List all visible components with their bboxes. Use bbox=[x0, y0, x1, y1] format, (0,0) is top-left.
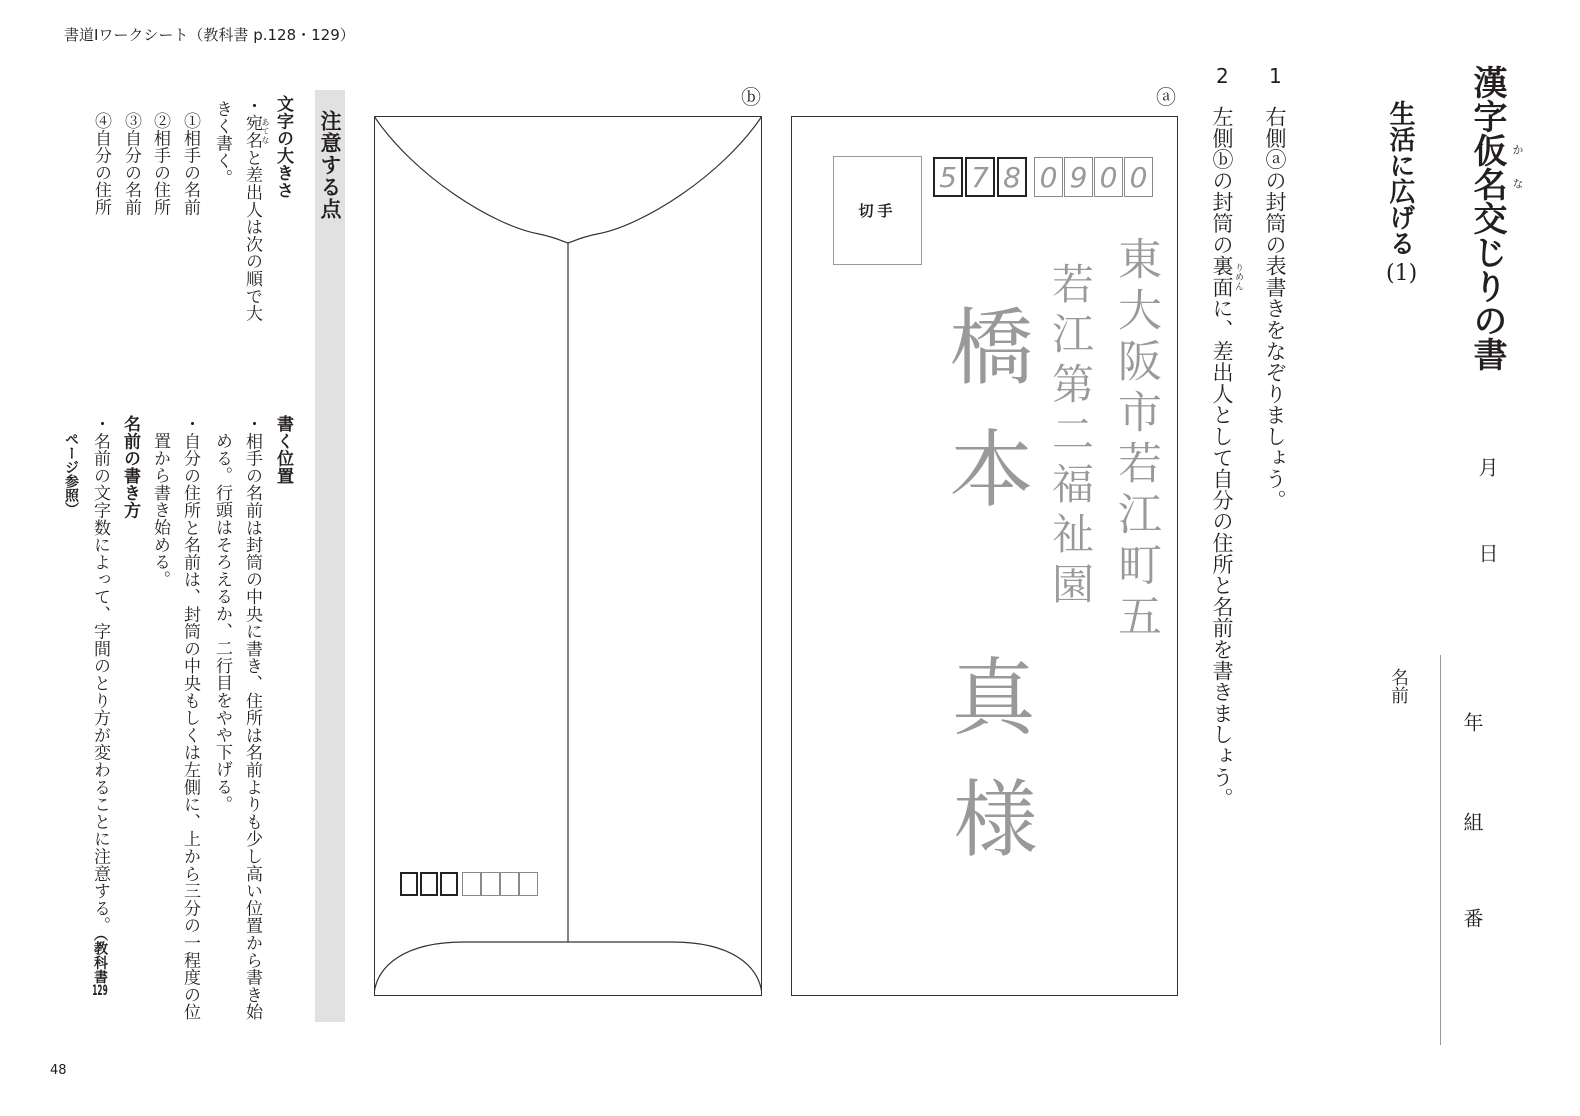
title-ruby-kana: かな bbox=[1511, 144, 1524, 212]
date-day-label: 日 bbox=[1475, 543, 1499, 563]
notes-ruby-group bbox=[242, 114, 270, 149]
envelope-b-label: ⓑ bbox=[741, 85, 761, 109]
postal-digit-box bbox=[400, 872, 418, 896]
title-ruby-group bbox=[1467, 133, 1524, 212]
notes-ruby-base: 宛名 bbox=[242, 114, 262, 149]
student-class-label: 組 bbox=[1460, 812, 1484, 832]
date-month-label: 月 bbox=[1475, 457, 1499, 477]
instruction-2-post: に、差出人として自分の住所と名前を書きましょう。 bbox=[1210, 297, 1234, 809]
worksheet-subtitle: 生活に広げる bbox=[1385, 100, 1415, 256]
order-item: ④自分の住所 bbox=[91, 112, 111, 216]
notes-ruby-kana: あてな bbox=[261, 118, 270, 146]
notes-name-line-1 bbox=[91, 415, 108, 998]
bullet: ・ bbox=[242, 97, 262, 115]
textbook-reference-open: （教科書 bbox=[92, 934, 108, 985]
placement-item-1-line-2: める。行頭はそろえるか、二行目をやや下げる。 bbox=[212, 432, 232, 813]
postal-digit-box: 5 bbox=[933, 157, 963, 197]
order-item: ①相手の名前 bbox=[180, 112, 200, 216]
page-number: 48 bbox=[50, 1063, 67, 1078]
envelope-a-postal-code bbox=[933, 157, 1153, 197]
instruction-2-text bbox=[1210, 106, 1243, 809]
student-number-label: 番 bbox=[1460, 908, 1484, 928]
stamp-box bbox=[833, 156, 922, 265]
notes-order-line-1-rest: と差出人は次の順で大 bbox=[242, 148, 262, 322]
envelope-b-drawing bbox=[374, 116, 762, 996]
envelope-bottom-flap bbox=[374, 942, 762, 994]
postal-digit-box bbox=[481, 872, 500, 896]
instruction-2-ruby-kana: りめん bbox=[1233, 263, 1243, 292]
instruction-1-number: 1 bbox=[1269, 64, 1282, 88]
instruction-1-text: 右側ⓐの封筒の表書きをなぞりましょう。 bbox=[1263, 106, 1287, 511]
recipient-address-line-2: 若江第二福祉園 bbox=[1046, 262, 1095, 612]
postal-digit-box bbox=[462, 872, 481, 896]
student-name-label: 名前 bbox=[1388, 668, 1409, 704]
envelope-b-back bbox=[374, 116, 762, 996]
order-item: ③自分の名前 bbox=[121, 112, 141, 216]
instruction-2-number: 2 bbox=[1216, 64, 1229, 88]
worksheet-title bbox=[1467, 65, 1524, 371]
postal-digit-box bbox=[519, 872, 538, 896]
title-text-post: 交じりの書 bbox=[1467, 201, 1507, 371]
postal-digit-box: 9 bbox=[1064, 157, 1093, 197]
postal-digit-box bbox=[420, 872, 438, 896]
placement-item-2-line-1: ・自分の住所と名前は、封筒の中央もしくは左側に、上から三分の一程度の位 bbox=[180, 415, 200, 1021]
name-field-divider bbox=[1440, 655, 1441, 1045]
notes-name-line-2: ページ参照） bbox=[63, 432, 79, 516]
instruction-2-pre: 左側ⓑの封筒の bbox=[1210, 106, 1234, 256]
worksheet-header: 書道Ⅰワークシート（教科書 p.128・129） bbox=[64, 26, 355, 44]
notes-name-heading: 名前の書き方 bbox=[120, 415, 140, 519]
student-year-label: 年 bbox=[1460, 712, 1484, 732]
notes-heading-band bbox=[315, 90, 345, 1022]
order-item: ②相手の住所 bbox=[150, 112, 170, 216]
postal-digit-box: 0 bbox=[1124, 157, 1153, 197]
notes-heading: 注意する点 bbox=[318, 110, 342, 220]
notes-order-line-1 bbox=[242, 97, 270, 322]
title-ruby-base: 仮名 bbox=[1467, 133, 1507, 201]
postal-digit-box bbox=[500, 872, 519, 896]
title-text-pre: 漢字 bbox=[1467, 65, 1507, 133]
postal-digit-box: 0 bbox=[1034, 157, 1063, 197]
postal-digit-box: 8 bbox=[997, 157, 1027, 197]
notes-placement-heading: 書く位置 bbox=[273, 415, 293, 485]
envelope-a-label: ⓐ bbox=[1156, 85, 1176, 109]
postal-digit-box bbox=[440, 872, 458, 896]
postal-digit-box: 0 bbox=[1094, 157, 1123, 197]
stamp-label: 切手 bbox=[858, 202, 897, 220]
recipient-address-line-1: 東大阪市若江町五 bbox=[1110, 236, 1161, 644]
recipient-honorific: 様 bbox=[940, 775, 1038, 859]
instruction-2-ruby-base: 裏面 bbox=[1210, 255, 1234, 298]
textbook-reference-page: 129 bbox=[92, 984, 108, 999]
notes-order-line-2: きく書く。 bbox=[212, 100, 232, 187]
envelope-b-postal-code bbox=[400, 872, 538, 896]
envelope-top-flap bbox=[374, 116, 762, 243]
placement-item-1-line-1: ・相手の名前は封筒の中央に書き、住所は名前よりも少し高い位置から書き始 bbox=[242, 415, 262, 1021]
recipient-surname: 橋本 bbox=[936, 303, 1034, 547]
notes-order-heading: 文字の大きさ bbox=[273, 95, 293, 199]
subtitle-number: (1) bbox=[1386, 261, 1418, 286]
instruction-2-ruby-group bbox=[1210, 255, 1243, 298]
recipient-given-name: 真 bbox=[938, 653, 1036, 737]
postal-digit-box: 7 bbox=[965, 157, 995, 197]
placement-item-2-line-2: 置から書き始める。 bbox=[150, 432, 170, 588]
notes-name-text: ・名前の文字数によって、字間のとり方が変わることに注意する。 bbox=[90, 415, 110, 934]
